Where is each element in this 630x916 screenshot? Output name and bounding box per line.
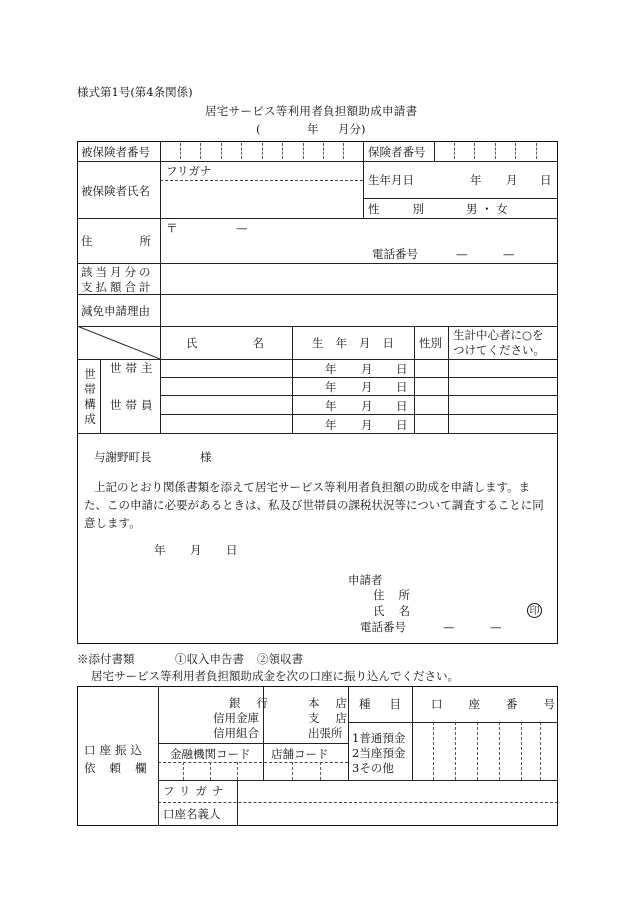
phone-dash-1: — [456,247,468,261]
branch-code-label: 店舗コード [271,747,329,761]
insured-number-label: 被保険者番号 [81,145,150,159]
addressee-honorific: 様 [200,450,212,464]
attachment-item-1: ①収入申告書 [175,652,244,666]
insurer-number-label: 保険者番号 [368,145,426,159]
date-month: 月 [190,543,202,557]
row1-month: 月 [361,362,373,376]
bank-type-2[interactable]: 信用金庫 [213,711,259,725]
bank-type-1[interactable]: 銀行 [229,696,284,710]
account-type-2[interactable]: 2当座預金 [352,746,406,760]
applicant-label: 申請者 [348,573,383,587]
insured-name-field[interactable] [161,181,362,217]
row1-year: 年 [325,362,337,376]
bank-side-label-1: 口座振込 [84,743,146,757]
seal-mark: 印 [527,603,542,618]
applicant-address-label: 住所 [373,588,424,602]
member-3-name-field[interactable] [161,415,291,432]
holder-furigana-label: フリガナ [163,784,229,798]
attachments-label: ※添付書類 [77,652,135,666]
row2-month: 月 [361,380,373,394]
addressee: 与謝野町長 [94,450,152,464]
holder-furigana-field[interactable] [238,781,557,801]
transfer-instruction: 居宅サービス等利用者負担額助成金を次の口座に振り込んでください。 [91,669,459,683]
household-side-label: 世帯構成 [84,367,96,426]
account-holder-field[interactable] [238,803,557,825]
account-number-field[interactable] [413,723,557,779]
head-name-field[interactable] [161,360,291,376]
row2-year: 年 [325,380,337,394]
payment-total-label-2: 支払額合計 [81,280,154,294]
col-name-header: 氏名 [186,336,319,350]
address-field[interactable] [180,220,550,246]
reason-label: 減免申請理由 [81,304,150,318]
col-center-header-2: つけてください。 [453,343,545,357]
form-title: 居宅サービス等利用者負担額助成申請書 [205,104,418,118]
account-holder-label: 口座名義人 [163,807,221,821]
member-1-name-field[interactable] [161,378,291,394]
sex-label: 性別 [368,202,457,216]
branch-type-1[interactable]: 本店 [308,696,363,710]
sex-options[interactable]: 男 ・ 女 [466,202,508,216]
insured-number-field[interactable] [161,142,362,160]
institution-code-label: 金融機関コード [170,747,251,761]
phone-dash-2: — [503,247,515,261]
diagonal-header-cell [77,326,160,359]
declaration-line-2: た、この申請に必要があるときは、私及び世帯員の課税状況等について調査することに同 [84,498,544,512]
furigana-label: フリガナ [166,164,212,178]
furigana-field[interactable] [215,162,362,179]
account-type-1[interactable]: 1普通預金 [352,731,406,745]
declaration-line-1: 上記のとおり関係書類を添えて居宅サービス等利用者負担額の助成を申請します。ま [94,480,531,494]
col-sex-header: 性別 [419,336,442,350]
col-center-header-1: 生計中心者に○を [453,328,544,342]
account-type-label: 種目 [359,697,420,711]
date-day: 日 [226,543,238,557]
row1-day: 日 [396,362,408,376]
applicant-phone-dash-1: — [443,620,455,634]
period-month: 月分) [338,122,366,136]
member-2-name-field[interactable] [161,396,291,413]
birth-day: 日 [540,173,552,187]
row4-year: 年 [325,418,337,432]
applicant-name-label: 氏名 [373,604,424,618]
birth-year: 年 [470,173,482,187]
household-member-label: 世帯員 [110,398,157,412]
household-head-label: 世帯主 [110,361,157,375]
row3-day: 日 [396,399,408,413]
phone-label: 電話番号 [372,247,418,261]
address-label: 住所 [81,234,198,248]
attachment-item-2: ②領収書 [257,652,303,666]
declaration-line-3: 意します。 [84,516,141,530]
period-open: ( [256,122,261,136]
col-birth-header: 生年月日 [312,336,406,350]
date-year: 年 [154,543,166,557]
account-number-label: 口座番号 [431,697,581,711]
postal-dash: — [236,221,248,235]
form-number: 様式第1号(第4条関係) [77,85,193,99]
birth-month: 月 [506,173,518,187]
applicant-phone-dash-2: — [490,620,502,634]
row3-month: 月 [361,399,373,413]
period-year: 年 [307,122,319,136]
insured-name-label: 被保険者氏名 [81,184,150,198]
row4-day: 日 [396,418,408,432]
postal-mark: 〒 [166,221,178,235]
row2-day: 日 [396,380,408,394]
payment-total-field[interactable] [161,264,557,293]
bank-side-label-2: 依頼欄 [84,761,161,775]
row4-month: 月 [361,418,373,432]
branch-type-3[interactable]: 出張所 [308,726,343,740]
insurer-number-field[interactable] [435,142,557,160]
branch-type-2[interactable]: 支店 [308,711,363,725]
reason-field[interactable] [161,295,557,325]
applicant-phone-label: 電話番号 [360,620,406,634]
payment-total-label-1: 該当月分の [81,265,154,279]
account-type-3[interactable]: 3その他 [352,761,394,775]
birthdate-label: 生年月日 [368,173,414,187]
bank-type-3[interactable]: 信用組合 [213,726,259,740]
row3-year: 年 [325,399,337,413]
